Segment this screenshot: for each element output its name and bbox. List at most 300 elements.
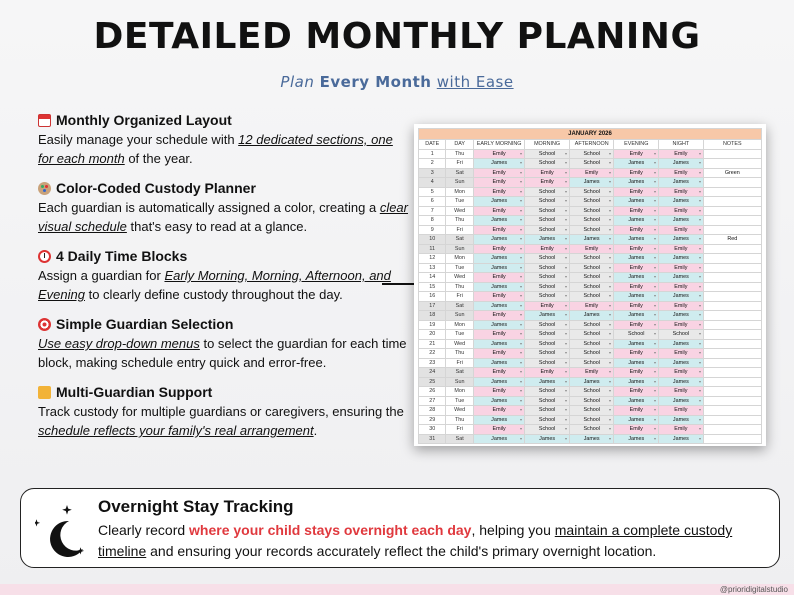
guardian-dropdown[interactable]: James (473, 434, 524, 444)
guardian-dropdown[interactable]: James (614, 235, 659, 245)
calendar-icon (38, 114, 51, 127)
feature-text-part: Track custody for multiple guardians or caregivers, ensuring the (38, 404, 404, 419)
overnight-text-part: , helping you (471, 522, 555, 538)
guardian-dropdown[interactable]: James (614, 377, 659, 387)
guardian-dropdown[interactable]: Emily (659, 320, 704, 330)
guardian-dropdown[interactable]: School (614, 330, 659, 340)
guardian-dropdown[interactable]: James (614, 159, 659, 169)
date-cell: 23 (419, 358, 446, 368)
notes-cell[interactable] (703, 282, 761, 292)
guardian-dropdown[interactable]: James (569, 235, 614, 245)
notes-cell[interactable] (703, 273, 761, 283)
guardian-dropdown[interactable]: School (569, 225, 614, 235)
guardian-dropdown[interactable]: James (614, 415, 659, 425)
feature-text-highlight: clear visual schedule (38, 200, 408, 234)
notes-cell[interactable] (703, 415, 761, 425)
day-cell: Mon (446, 254, 473, 264)
guardian-dropdown[interactable]: Emily (473, 149, 524, 159)
footer-handle: @prioridigitalstudio (719, 585, 788, 594)
notes-cell[interactable] (703, 320, 761, 330)
overnight-title: Overnight Stay Tracking (98, 497, 294, 516)
guardian-dropdown[interactable]: Emily (525, 244, 570, 254)
date-cell: 27 (419, 396, 446, 406)
guardian-dropdown[interactable]: School (569, 263, 614, 273)
guardian-dropdown[interactable]: School (525, 425, 570, 435)
guardian-dropdown[interactable]: James (614, 178, 659, 188)
notes-cell[interactable] (703, 178, 761, 188)
feature-title: Color-Coded Custody Planner (56, 180, 256, 196)
guardian-dropdown[interactable]: James (569, 178, 614, 188)
guardian-dropdown[interactable]: School (525, 292, 570, 302)
guardian-dropdown[interactable]: Emily (659, 282, 704, 292)
guardian-dropdown[interactable]: James (473, 263, 524, 273)
notes-cell[interactable] (703, 187, 761, 197)
feature-text-part: Assign a guardian for (38, 268, 165, 283)
day-cell: Thu (446, 149, 473, 159)
notes-cell[interactable] (703, 330, 761, 340)
guardian-dropdown[interactable]: James (473, 197, 524, 207)
guardian-dropdown[interactable]: James (659, 434, 704, 444)
feature-title: Multi-Guardian Support (56, 384, 213, 400)
guardian-dropdown[interactable]: Emily (659, 187, 704, 197)
date-cell: 5 (419, 187, 446, 197)
guardian-dropdown[interactable]: Emily (525, 178, 570, 188)
guardian-dropdown[interactable]: Emily (614, 225, 659, 235)
alarm-clock-icon (38, 250, 51, 263)
overnight-text-part: and ensuring your records accurately reflect the child's primary overnight location. (146, 543, 657, 559)
feature-text-highlight: Use easy drop-down menus (38, 336, 200, 351)
feature-text-part: to select the guardian for each time block, making schedule entry quick and error-free. (38, 336, 407, 370)
subtitle-every-month: Every Month (319, 73, 432, 91)
guardian-dropdown[interactable]: James (473, 216, 524, 226)
date-cell: 7 (419, 206, 446, 216)
guardian-dropdown[interactable]: Emily (659, 225, 704, 235)
guardian-dropdown[interactable]: School (525, 216, 570, 226)
guardian-dropdown[interactable]: Emily (614, 406, 659, 416)
guardian-dropdown[interactable]: James (659, 377, 704, 387)
notes-cell[interactable] (703, 225, 761, 235)
guardian-dropdown[interactable]: School (569, 254, 614, 264)
guardian-dropdown[interactable]: Emily (614, 301, 659, 311)
day-cell: Tue (446, 330, 473, 340)
guardian-dropdown[interactable]: School (525, 396, 570, 406)
table-row (419, 282, 762, 292)
guardian-dropdown[interactable]: Emily (659, 301, 704, 311)
table-row (419, 178, 762, 188)
guardian-dropdown[interactable]: James (659, 396, 704, 406)
guardian-dropdown[interactable]: James (525, 434, 570, 444)
guardian-dropdown[interactable]: Emily (473, 406, 524, 416)
column-header: EARLY MORNING (473, 140, 524, 150)
guardian-dropdown[interactable]: School (569, 187, 614, 197)
column-header: DATE (419, 140, 446, 150)
guardian-dropdown[interactable]: School (525, 197, 570, 207)
guardian-dropdown[interactable]: James (614, 197, 659, 207)
guardian-dropdown[interactable]: School (569, 415, 614, 425)
guardian-dropdown[interactable]: Emily (614, 168, 659, 178)
guardian-dropdown[interactable]: School (525, 339, 570, 349)
day-cell: Sat (446, 301, 473, 311)
guardian-dropdown[interactable]: James (659, 254, 704, 264)
date-cell: 22 (419, 349, 446, 359)
guardian-dropdown[interactable]: Emily (473, 244, 524, 254)
guardian-dropdown[interactable]: School (525, 415, 570, 425)
table-row (419, 187, 762, 197)
table-row (419, 206, 762, 216)
guardian-dropdown[interactable]: School (569, 197, 614, 207)
table-row (419, 273, 762, 283)
date-cell: 26 (419, 387, 446, 397)
guardian-dropdown[interactable]: Emily (614, 349, 659, 359)
date-cell: 21 (419, 339, 446, 349)
date-cell: 2 (419, 159, 446, 169)
guardian-dropdown[interactable]: Emily (569, 368, 614, 378)
feature-guardian-selection (38, 316, 410, 372)
guardian-dropdown[interactable]: James (659, 216, 704, 226)
guardian-dropdown[interactable]: Emily (659, 406, 704, 416)
table-row (419, 149, 762, 159)
guardian-dropdown[interactable]: Emily (659, 349, 704, 359)
guardian-dropdown[interactable]: School (525, 263, 570, 273)
subtitle-with-ease: with Ease (436, 73, 514, 91)
guardian-dropdown[interactable]: Emily (659, 206, 704, 216)
notes-cell[interactable] (703, 377, 761, 387)
guardian-dropdown[interactable]: James (473, 235, 524, 245)
table-row (419, 254, 762, 264)
notes-cell[interactable] (703, 263, 761, 273)
guardian-dropdown[interactable]: School (525, 159, 570, 169)
feature-text-highlight: schedule reflects your family's real arrangement (38, 423, 314, 438)
guardian-dropdown[interactable]: School (525, 149, 570, 159)
feature-text (38, 130, 410, 168)
guardian-dropdown[interactable]: School (569, 358, 614, 368)
notes-cell[interactable] (703, 292, 761, 302)
guardian-dropdown[interactable]: School (525, 273, 570, 283)
notes-cell[interactable] (703, 425, 761, 435)
feature-multi-guardian (38, 384, 410, 440)
guardian-dropdown[interactable]: James (659, 159, 704, 169)
notes-cell[interactable]: Green (703, 168, 761, 178)
guardian-dropdown[interactable]: James (614, 254, 659, 264)
table-row (419, 301, 762, 311)
guardian-dropdown[interactable]: James (473, 339, 524, 349)
notes-cell[interactable]: Red (703, 235, 761, 245)
feature-text (38, 334, 410, 372)
moon-stars-icon (35, 505, 95, 565)
guardian-dropdown[interactable]: School (525, 358, 570, 368)
table-row (419, 225, 762, 235)
guardian-dropdown[interactable]: School (569, 206, 614, 216)
guardian-dropdown[interactable]: Emily (569, 168, 614, 178)
day-cell: Sun (446, 244, 473, 254)
notes-cell[interactable] (703, 434, 761, 444)
date-cell: 25 (419, 377, 446, 387)
table-row (419, 292, 762, 302)
guardian-dropdown[interactable]: Emily (473, 292, 524, 302)
guardian-dropdown[interactable]: School (525, 206, 570, 216)
guardian-dropdown[interactable]: Emily (473, 311, 524, 321)
guardian-dropdown[interactable]: James (659, 311, 704, 321)
day-cell: Wed (446, 406, 473, 416)
guardian-dropdown[interactable]: Emily (473, 206, 524, 216)
notes-cell[interactable] (703, 216, 761, 226)
notes-cell[interactable] (703, 387, 761, 397)
date-cell: 3 (419, 168, 446, 178)
day-cell: Tue (446, 396, 473, 406)
table-row (419, 244, 762, 254)
guardian-dropdown[interactable]: Emily (614, 368, 659, 378)
guardian-dropdown[interactable]: James (614, 434, 659, 444)
guardian-dropdown[interactable]: School (525, 320, 570, 330)
guardian-dropdown[interactable]: School (569, 216, 614, 226)
feature-text-part: Each guardian is automatically assigned a color, creating a (38, 200, 380, 215)
guardian-dropdown[interactable]: James (569, 377, 614, 387)
guardian-dropdown[interactable]: James (614, 311, 659, 321)
guardian-dropdown[interactable]: Emily (614, 206, 659, 216)
guardian-dropdown[interactable]: James (569, 311, 614, 321)
guardian-dropdown[interactable]: James (614, 292, 659, 302)
guardian-dropdown[interactable]: School (569, 425, 614, 435)
guardian-dropdown[interactable]: Emily (614, 425, 659, 435)
feature-text-highlight: Early Morning, Morning, Afternoon, and Evening (38, 268, 391, 302)
guardian-dropdown[interactable]: School (569, 320, 614, 330)
guardian-dropdown[interactable]: James (569, 434, 614, 444)
guardian-dropdown[interactable]: James (659, 197, 704, 207)
table-row (419, 396, 762, 406)
notes-cell[interactable] (703, 349, 761, 359)
date-cell: 19 (419, 320, 446, 330)
day-cell: Mon (446, 187, 473, 197)
guardian-dropdown[interactable]: School (569, 396, 614, 406)
column-header: NOTES (703, 140, 761, 150)
guardian-dropdown[interactable]: James (659, 273, 704, 283)
notes-cell[interactable] (703, 396, 761, 406)
guardian-dropdown[interactable]: Emily (473, 168, 524, 178)
page-title: DETAILED MONTHLY PLANING (93, 16, 701, 57)
table-row (419, 349, 762, 359)
guardian-dropdown[interactable]: James (614, 273, 659, 283)
guardian-dropdown[interactable]: Emily (614, 320, 659, 330)
guardian-dropdown[interactable]: James (473, 159, 524, 169)
guardian-dropdown[interactable]: Emily (659, 263, 704, 273)
day-cell: Wed (446, 206, 473, 216)
feature-text-part: Easily manage your schedule with (38, 132, 239, 147)
guardian-dropdown[interactable]: School (525, 254, 570, 264)
feature-text-part: to clearly define custody throughout the day. (84, 287, 343, 302)
guardian-dropdown[interactable]: Emily (614, 387, 659, 397)
guardian-dropdown[interactable]: School (569, 387, 614, 397)
subtitle-plan: Plan (280, 73, 315, 91)
day-cell: Thu (446, 282, 473, 292)
table-row (419, 425, 762, 435)
date-cell: 11 (419, 244, 446, 254)
guardian-dropdown[interactable]: James (525, 311, 570, 321)
day-cell: Sat (446, 368, 473, 378)
day-cell: Sun (446, 377, 473, 387)
guardian-dropdown[interactable]: School (569, 159, 614, 169)
notes-cell[interactable] (703, 339, 761, 349)
guardian-dropdown[interactable]: School (569, 273, 614, 283)
notes-cell[interactable] (703, 311, 761, 321)
guardian-dropdown[interactable]: Emily (569, 301, 614, 311)
day-cell: Sun (446, 178, 473, 188)
guardian-dropdown[interactable]: School (525, 225, 570, 235)
guardian-dropdown[interactable]: Emily (473, 178, 524, 188)
guardian-dropdown[interactable]: James (473, 282, 524, 292)
page-subtitle (0, 73, 794, 91)
date-cell: 15 (419, 282, 446, 292)
guardian-dropdown[interactable]: School (569, 339, 614, 349)
table-row (419, 311, 762, 321)
notes-cell[interactable] (703, 197, 761, 207)
guardian-dropdown[interactable]: James (614, 216, 659, 226)
table-row (419, 377, 762, 387)
notes-cell[interactable] (703, 159, 761, 169)
guardian-dropdown[interactable]: James (659, 235, 704, 245)
guardian-dropdown[interactable]: James (525, 235, 570, 245)
guardian-dropdown[interactable]: Emily (659, 368, 704, 378)
guardian-dropdown[interactable]: School (569, 292, 614, 302)
guardian-dropdown[interactable]: Emily (659, 149, 704, 159)
guardian-dropdown[interactable]: Emily (473, 330, 524, 340)
guardian-dropdown[interactable]: Emily (614, 187, 659, 197)
guardian-dropdown[interactable]: Emily (525, 368, 570, 378)
guardian-dropdown[interactable]: Emily (473, 368, 524, 378)
guardian-dropdown[interactable]: School (569, 349, 614, 359)
guardian-dropdown[interactable]: School (569, 282, 614, 292)
guardian-dropdown[interactable]: Emily (659, 425, 704, 435)
feature-title: Simple Guardian Selection (56, 316, 234, 332)
column-header: DAY (446, 140, 473, 150)
guardian-dropdown[interactable]: James (614, 339, 659, 349)
guardian-dropdown[interactable]: Emily (659, 168, 704, 178)
day-cell: Thu (446, 349, 473, 359)
guardian-dropdown[interactable]: Emily (473, 425, 524, 435)
feature-title: 4 Daily Time Blocks (56, 248, 188, 264)
day-cell: Wed (446, 339, 473, 349)
guardian-dropdown[interactable]: Emily (473, 349, 524, 359)
overnight-text (98, 520, 768, 562)
feature-text (38, 266, 410, 304)
feature-time-blocks (38, 248, 410, 304)
day-cell: Sat (446, 235, 473, 245)
day-cell: Tue (446, 263, 473, 273)
date-cell: 10 (419, 235, 446, 245)
table-row (419, 159, 762, 169)
custody-table (418, 128, 762, 444)
guardian-dropdown[interactable]: Emily (525, 168, 570, 178)
target-icon (38, 318, 51, 331)
notes-cell[interactable] (703, 368, 761, 378)
guardian-dropdown[interactable]: James (473, 358, 524, 368)
date-cell: 12 (419, 254, 446, 264)
footer-bar (0, 584, 794, 595)
overnight-text-part: Clearly record (98, 522, 190, 538)
guardian-dropdown[interactable]: School (659, 330, 704, 340)
date-cell: 24 (419, 368, 446, 378)
day-cell: Wed (446, 273, 473, 283)
guardian-dropdown[interactable]: Emily (473, 187, 524, 197)
guardian-dropdown[interactable]: James (473, 415, 524, 425)
table-row (419, 216, 762, 226)
guardian-dropdown[interactable]: James (473, 320, 524, 330)
guardian-dropdown[interactable]: James (659, 292, 704, 302)
table-row (419, 168, 762, 178)
day-cell: Mon (446, 387, 473, 397)
date-cell: 16 (419, 292, 446, 302)
guardian-dropdown[interactable]: James (473, 301, 524, 311)
guardian-dropdown[interactable]: Emily (525, 301, 570, 311)
notes-cell[interactable] (703, 244, 761, 254)
notes-cell[interactable] (703, 254, 761, 264)
guardian-dropdown[interactable]: Emily (659, 387, 704, 397)
guardian-dropdown[interactable]: Emily (614, 282, 659, 292)
guardian-dropdown[interactable]: James (614, 358, 659, 368)
guardian-dropdown[interactable]: School (525, 187, 570, 197)
day-cell: Sat (446, 434, 473, 444)
guardian-dropdown[interactable]: School (525, 406, 570, 416)
guardian-dropdown[interactable]: Emily (569, 244, 614, 254)
date-cell: 14 (419, 273, 446, 283)
guardian-dropdown[interactable]: James (473, 377, 524, 387)
guardian-dropdown[interactable]: James (659, 415, 704, 425)
guardian-dropdown[interactable]: Emily (614, 244, 659, 254)
guardian-dropdown[interactable]: Emily (614, 263, 659, 273)
guardian-dropdown[interactable]: School (525, 349, 570, 359)
notes-cell[interactable] (703, 149, 761, 159)
guardian-dropdown[interactable]: Emily (614, 149, 659, 159)
guardian-dropdown[interactable]: School (525, 330, 570, 340)
guardian-dropdown[interactable]: Emily (473, 387, 524, 397)
guardian-dropdown[interactable]: James (525, 377, 570, 387)
day-cell: Mon (446, 320, 473, 330)
feature-color-coded (38, 180, 410, 236)
guardian-dropdown[interactable]: School (525, 282, 570, 292)
guardian-dropdown[interactable]: Emily (473, 273, 524, 283)
notes-cell[interactable] (703, 406, 761, 416)
guardian-dropdown[interactable]: James (473, 396, 524, 406)
date-cell: 9 (419, 225, 446, 235)
notes-cell[interactable] (703, 206, 761, 216)
notes-cell[interactable] (703, 301, 761, 311)
guardian-dropdown[interactable]: Emily (473, 225, 524, 235)
table-row (419, 368, 762, 378)
day-cell: Thu (446, 415, 473, 425)
guardian-dropdown[interactable]: James (659, 178, 704, 188)
guardian-dropdown[interactable]: School (525, 387, 570, 397)
month-title: JANUARY 2026 (419, 129, 762, 140)
guardian-dropdown[interactable]: James (659, 339, 704, 349)
guardian-dropdown[interactable]: School (569, 406, 614, 416)
feature-text (38, 198, 410, 236)
guardian-dropdown[interactable]: James (473, 254, 524, 264)
column-header: MORNING (525, 140, 570, 150)
table-row (419, 358, 762, 368)
notes-cell[interactable] (703, 358, 761, 368)
guardian-dropdown[interactable]: James (614, 396, 659, 406)
feature-text-part: of the year. (124, 151, 193, 166)
date-cell: 6 (419, 197, 446, 207)
table-row (419, 320, 762, 330)
guardian-dropdown[interactable]: Emily (659, 244, 704, 254)
overnight-text-underline: maintain a complete custody timeline (98, 522, 733, 559)
date-cell: 17 (419, 301, 446, 311)
guardian-dropdown[interactable]: School (569, 149, 614, 159)
guardian-dropdown[interactable]: James (659, 358, 704, 368)
guardian-dropdown[interactable]: School (569, 330, 614, 340)
table-row (419, 330, 762, 340)
column-header: AFTERNOON (569, 140, 614, 150)
